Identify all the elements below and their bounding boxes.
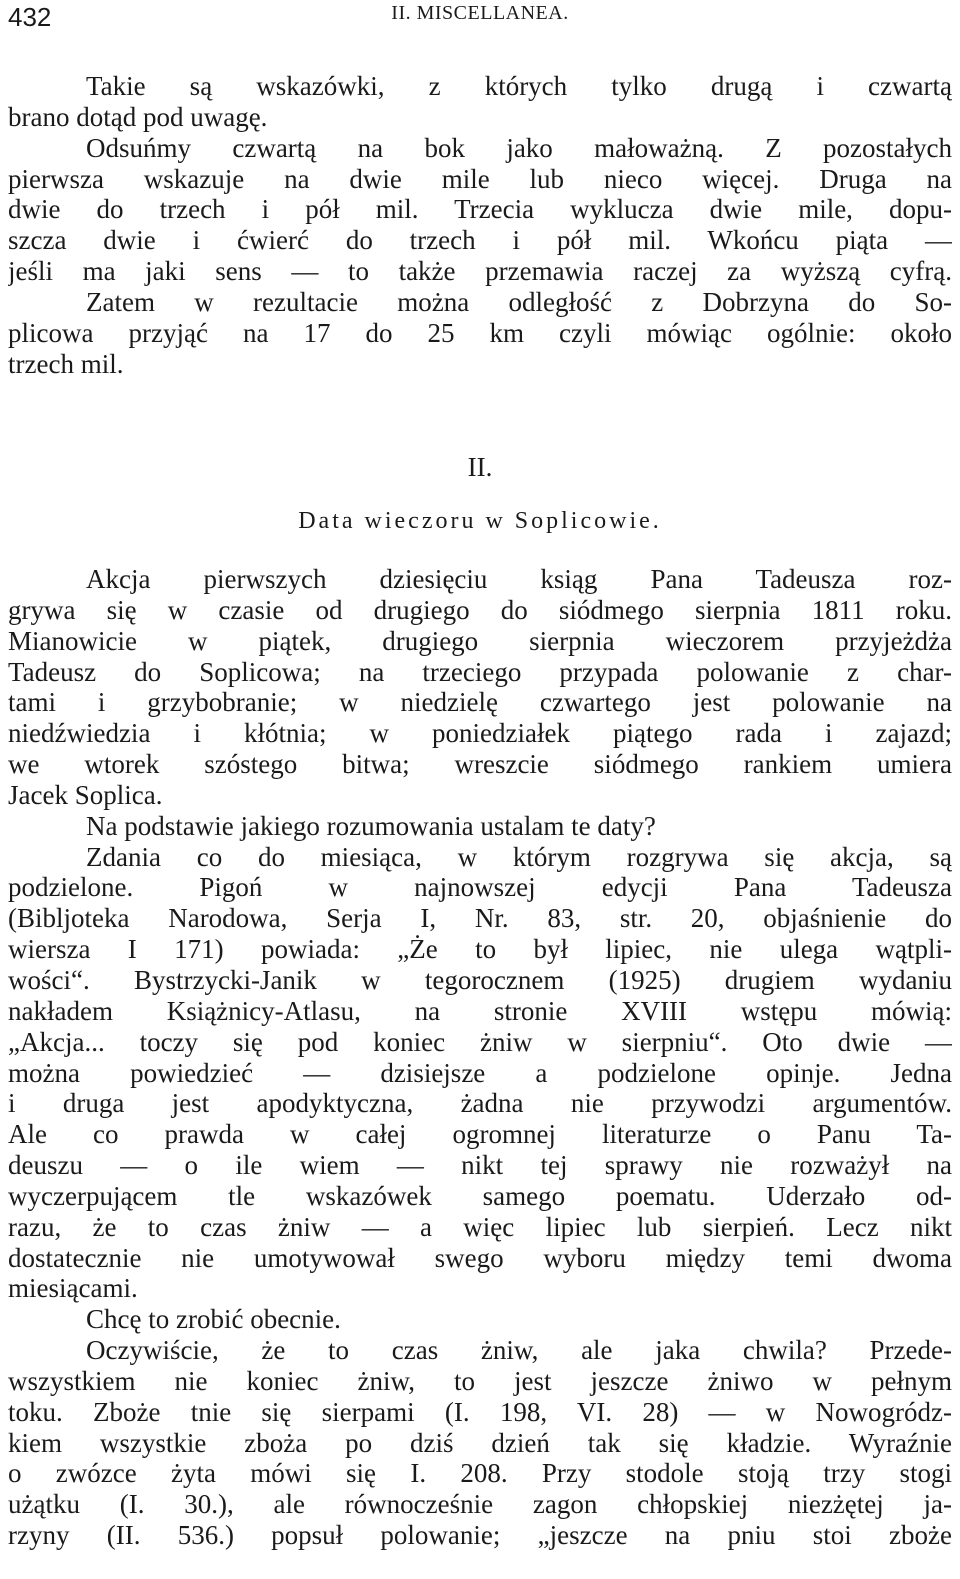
text-line: tami i grzybobranie; w niedzielę czwartego jest polowanie na	[8, 687, 952, 718]
paragraph-block-1	[8, 71, 952, 379]
text-line: wszystkiem nie koniec żniw, to jest jeszcze żniwo w pełnym	[8, 1365, 952, 1396]
text-line: i druga jest apodyktyczna, żadna nie przywodzi argumentów.	[8, 1088, 952, 1119]
text-line: Na podstawie jakiego rozumowania ustalam te daty?	[86, 810, 656, 841]
text-line: Oczywiście, że to czas żniw, ale jaka chwila? Przede-	[86, 1335, 952, 1366]
text-line: niedźwiedzia i kłótnia; w poniedziałek piątego rada i zajazd;	[8, 718, 952, 749]
text-line: Zatem w rezultacie można odległość z Dobrzyna do So-	[86, 286, 952, 317]
text-line: deuszu — o ile wiem — nikt tej sprawy nie rozważył na	[8, 1150, 952, 1181]
text-line: Mianowicie w piątek, drugiego sierpnia wieczorem przyjeżdża	[8, 625, 952, 656]
text-line: o zwózce żyta mówi się I. 208. Przy stodole stoją trzy stogi	[8, 1458, 952, 1489]
text-line: Tadeusz do Soplicowa; na trzeciego przypada polowanie z char-	[8, 656, 952, 687]
text-line: Akcja pierwszych dziesięciu ksiąg Pana Tadeusza roz-	[86, 564, 952, 594]
text-line: Ale co prawda w całej ogromnej literaturze o Panu Ta-	[8, 1119, 952, 1150]
text-line: wyczerpującem tle wskazówek samego poematu. Uderzało od-	[8, 1180, 952, 1211]
text-line: kiem wszystkie zboża po dziś dzień tak się kładzie. Wyraźnie	[8, 1427, 952, 1458]
text-line: podzielone. Pigoń w najnowszej edycji Pana Tadeusza	[8, 872, 952, 903]
section-title: Data wieczoru w Soplicowie.	[298, 508, 662, 534]
text-line: trzech mil.	[8, 348, 124, 379]
text-line: Odsuńmy czwartą na bok jako małoważną. Z pozostałych	[86, 132, 952, 163]
page-number: 432	[8, 2, 52, 32]
text-line: rzyny (II. 536.) popsuł polowanie; „jeszcze na pniu stoi zboże	[8, 1520, 952, 1551]
text-line: Zdania co do miesiąca, w którym rozgrywa się akcja, są	[86, 841, 952, 872]
text-line: miesiącami.	[8, 1273, 138, 1304]
text-line: brano dotąd pod uwagę.	[8, 101, 268, 132]
text-line: grywa się w czasie od drugiego do siódmego sierpnia 1811 roku.	[8, 594, 952, 625]
page-header	[8, 0, 952, 40]
text-line: szcza dwie i ćwierć do trzech i pół mil. Wkońcu piąta —	[8, 225, 952, 256]
text-line: wiersza I 171) powiada: „Że to był lipiec, nie ulega wątpli-	[8, 934, 952, 965]
text-line: pierwsza wskazuje na dwie mile lub nieco więcej. Druga na	[8, 163, 952, 194]
text-line: toku. Zboże tnie się sierpami (I. 198, VI. 28) — w Nowogródz-	[8, 1396, 952, 1427]
text-line: wości“. Bystrzycki-Janik w tegorocznem (1925) drugiem wydaniu	[8, 964, 952, 995]
text-line: plicowa przyjąć na 17 do 25 km czyli mówiąc ogólnie: około	[8, 317, 952, 348]
text-line: we wtorek szóstego bitwa; wreszcie siódmego rankiem umiera	[8, 749, 952, 780]
text-line: (Bibljoteka Narodowa, Serja I, Nr. 83, str. 20, objaśnienie do	[8, 903, 952, 934]
section-number: II.	[467, 452, 493, 482]
text-line: dostatecznie nie umotywował swego wyboru między temi dwoma	[8, 1242, 952, 1273]
text-line: dwie do trzech i pół mil. Trzecia wyklucza dwie mile, dopu-	[8, 194, 952, 225]
text-line: jeśli ma jaki sens — to także przemawia raczej za wyższą cyfrą.	[8, 256, 952, 287]
text-line: użątku (I. 30.), ale równocześnie zagon chłopskiej niezżętej ja-	[8, 1489, 952, 1520]
text-line: Takie są wskazówki, z których tylko drugą i czwartą	[86, 71, 952, 101]
running-head: II. MISCELLANEA.	[391, 2, 569, 24]
text-line: można powiedzieć — dzisiejsze a podzielone opinje. Jedna	[8, 1057, 952, 1088]
text-line: Chcę to zrobić obecnie.	[86, 1304, 341, 1335]
text-line: „Akcja... toczy się pod koniec żniw w sierpniu“. Oto dwie —	[8, 1026, 952, 1057]
text-line: razu, że to czas żniw — a więc lipiec lub sierpień. Lecz nikt	[8, 1211, 952, 1242]
text-line: Jacek Soplica.	[8, 779, 163, 810]
paragraph-block-2	[8, 564, 952, 1551]
text-line: nakładem Książnicy-Atlasu, na stronie XVIII wstępu mówią:	[8, 995, 952, 1026]
